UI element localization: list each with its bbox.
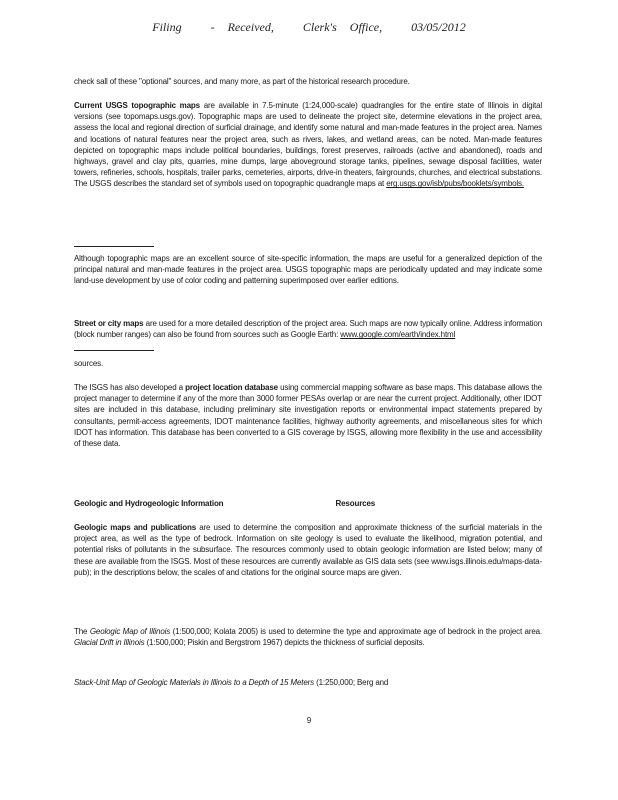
geologic-maps-text: are used to determine the composition and approximate thickness of the surficial materials in the project area, as well as the type of bedrock. Information on site geology is used to evaluate the likelihood, migration potential, and potential risks of pollutants in the subsurface. The resources commonly used to obtain geologic information are listed below; many of these are available from the ISGS. Most of these resources are currently available as GIS data sets (see www.isgs.illinois.edu/maps-data-pub); in the descriptions below, the scales of and citations for the original source maps are given.	[74, 523, 542, 577]
stack-unit-text: (1:250,000; Berg and	[316, 678, 389, 687]
topographic-maps-paragraph	[74, 100, 542, 190]
stack-unit-paragraph	[74, 677, 542, 688]
section-heading-a: Geologic and Hydrogeologic Information	[74, 499, 224, 508]
gmap-title-2: Glacial Drift in Illinois	[74, 638, 145, 648]
page-number: 9	[306, 716, 312, 725]
topographic-maps-text: are available in 7.5-minute (1:24,000-scale) quadrangles for the entire state of Illinois in digital versions (see topomaps.usgs.gov). Topographic maps are used to delineate the project site, determine elevations in the project area, assess the local and regional direction of surficial drainage, and identify some natural and man-made features in the project area. Names and locations of natural features near the project area, such as rivers, lakes, and wetland areas, can be noted. Man-made features depicted on topographic maps include political boundaries, buildings, forest preserves, railroads (active and abandoned), roads and highways, gravel and clay pits, quarries, mine dumps, large aboveground storage tanks, pipelines, sewage disposal facilities, water towers, refineries, schools, hospitals, trailer parks, cemeteries, airports, drive-in theaters, fairgrounds, churches, and electrical substations. The USGS describes the standard set of symbols used on topographic quadrangle maps at	[74, 101, 543, 189]
street-maps-paragraph	[74, 318, 542, 340]
isgs-text-a: The ISGS has also developed a	[74, 383, 183, 392]
stack-unit-title: Stack-Unit Map of Geologic Materials in Illinois to a Depth of 15 Meters	[74, 678, 314, 687]
gmap-t2: (1:500,000; Kolata 2005) is used to determine the type and approximate age of bedrock in the project area.	[172, 627, 543, 636]
street-maps-continued	[74, 358, 542, 369]
street-maps-text-b: sources.	[74, 359, 104, 368]
footnote-rule	[74, 246, 154, 247]
header-office: Clerk's Office,	[302, 20, 383, 34]
project-location-database-heading: project location database	[185, 383, 278, 392]
filing-stamp-header	[0, 20, 618, 35]
usgs-symbols-link[interactable]: erg.usgs.gov/isb/pubs/booklets/symbols.	[386, 179, 524, 189]
gmap-t1: The	[74, 627, 88, 636]
footnote-rule-2	[74, 350, 154, 351]
topographic-maps-text-b: Although topographic maps are an excellent source of site-specific information, the maps are useful for a generalized depiction of the principal natural and man-made features in the project area. USGS topographic maps are periodically updated and may indicate some land-use development by use of color coding and patterning superimposed over earlier editions.	[74, 254, 542, 286]
gmap-t3: (1:500,000; Piskin and Bergstrom 1967) depicts the thickness of surficial deposits.	[146, 638, 425, 648]
gmap-title-1: Geologic Map of Illinois	[89, 627, 171, 636]
isgs-text-b: using commercial mapping software as base maps. This database allows the project manager to determine if any of the more than 3000 former PESAs overlap or are near the current project. Additionally, other IDOT sites are included in this database, including preliminary site investigation reports or environmental impact statements prepared by consultants, permit-access agreements, IDOT maintenance facilities, highway authority agreements, and miscellaneous sites for which IDOT has information. This database has been converted to a GIS coverage by ISGS, allowing more flexibility in the use and accessibility of these data.	[74, 383, 542, 449]
header-received: - Received,	[210, 20, 274, 34]
header-date: 03/05/2012	[411, 20, 466, 34]
intro-paragraph	[74, 76, 542, 87]
street-maps-text: are used for a more detailed description of the project area. Such maps are now typically online. Address information (block number ranges) can also be found from sources such as Google Earth:	[74, 319, 542, 340]
geologic-maps-paragraph	[74, 522, 542, 578]
isgs-database-paragraph	[74, 382, 542, 449]
street-maps-heading: Street or city maps	[74, 319, 144, 328]
geologic-maps-heading: Geologic maps and publications	[74, 523, 197, 532]
intro-text: check sall of these "optional" sources, and many more, as part of the historical research procedure.	[74, 77, 410, 86]
header-filing: Filing	[152, 20, 182, 34]
geologic-section-heading	[74, 498, 542, 509]
section-heading-b: Resources	[335, 499, 376, 508]
google-earth-link[interactable]: www.google.com/earth/index.html	[340, 330, 456, 340]
topographic-maps-heading: Current USGS topographic maps	[74, 101, 200, 110]
geologic-map-illinois-paragraph	[74, 626, 542, 648]
topographic-maps-continued	[74, 253, 542, 287]
